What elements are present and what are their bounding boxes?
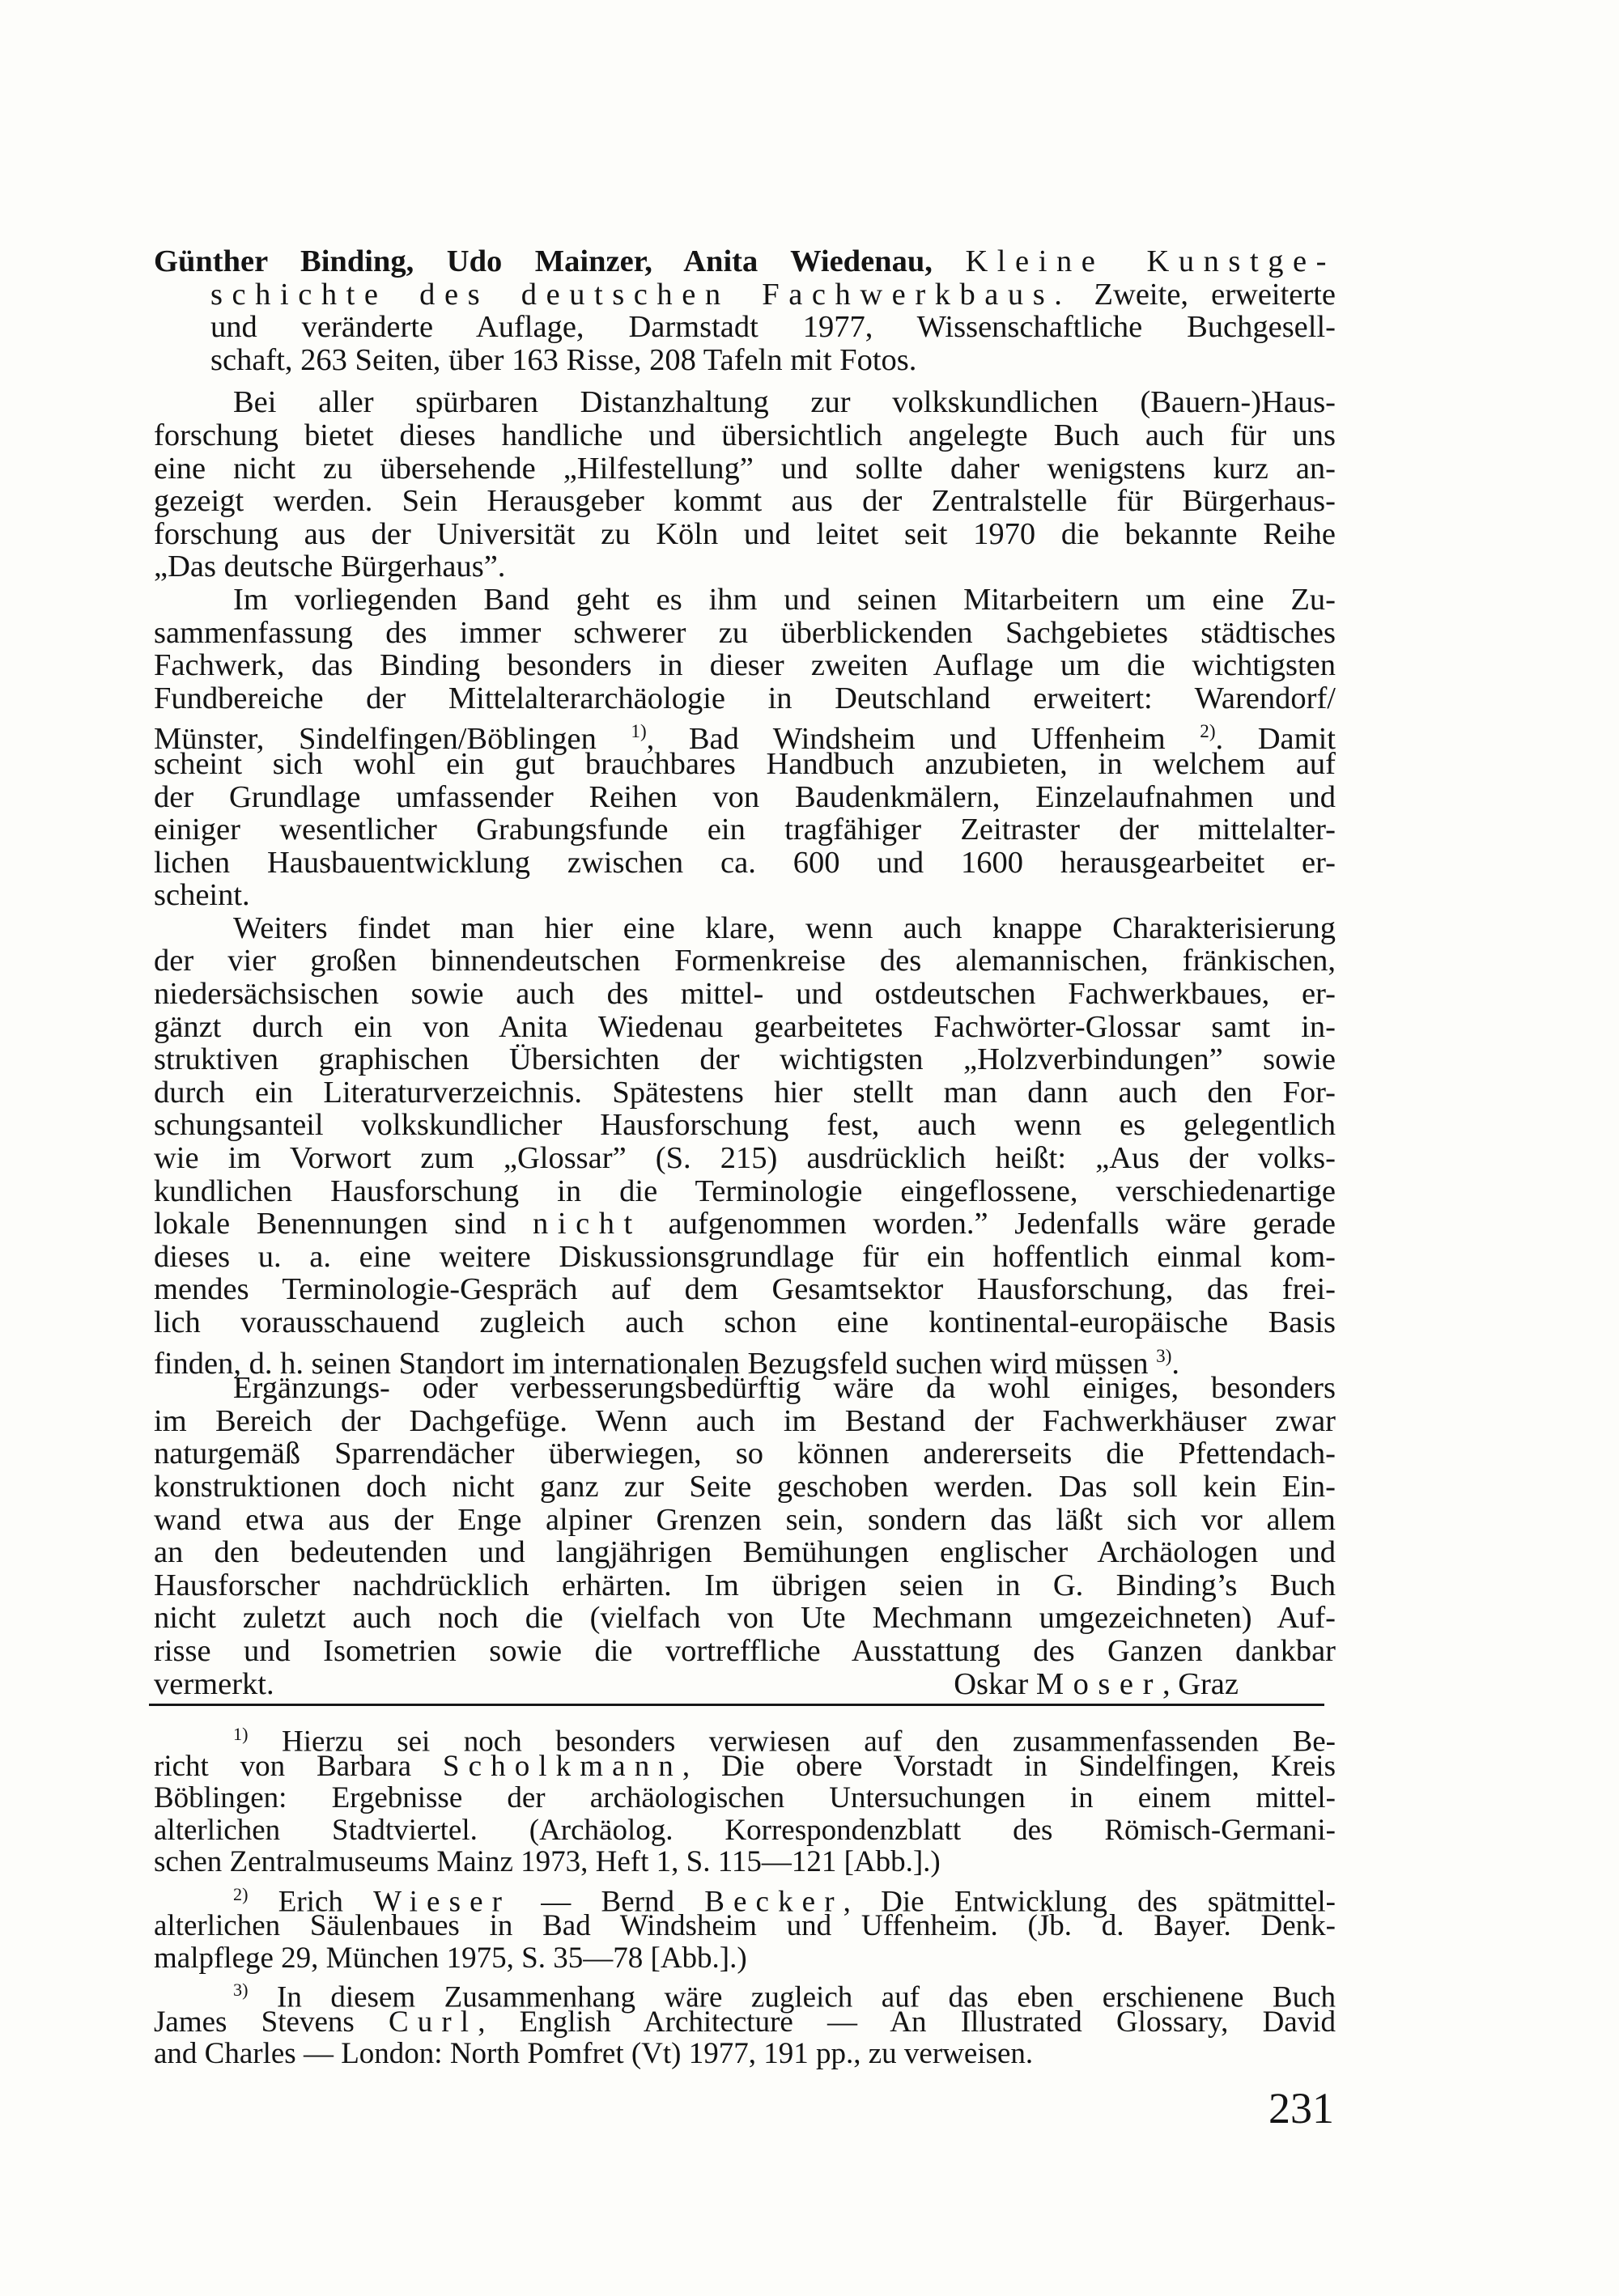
text-line: Weiters findet man hier eine klare, wenn auch knappe Charakterisierung (233, 910, 1336, 945)
review-heading (154, 245, 1336, 376)
text-line: and Charles — London: North Pomfret (Vt) 1977, 191 pp., zu verweisen. (154, 2037, 1034, 2071)
page-number: 231 (1268, 2084, 1334, 2133)
text-line: niedersächsischen sowie auch des mittel- und ostdeutschen Fachwerkbaues, er- (154, 977, 1336, 1012)
text-line: risse und Isometrien sowie die vortreffliche Ausstattung des Ganzen dankbar (154, 1633, 1336, 1668)
review-body (154, 386, 1336, 1667)
reviewer-signature (954, 1668, 1336, 1701)
text-block (154, 245, 1336, 2070)
text-line: konstruktionen doch nicht ganz zur Seite geschoben werden. Das soll kein Ein- (154, 1469, 1336, 1504)
text-line: gänzt durch ein von Anita Wiedenau gearbeitetes Fachwörter-Glossar samt in- (154, 1009, 1336, 1044)
text-line: finden, d. h. seinen Standort im internationalen Bezugsfeld suchen wird müssen $^{3)}$. (154, 1344, 1180, 1381)
text-line: lokale Benennungen sind nicht aufgenommen worden.” Jedenfalls wäre gerade (154, 1207, 1336, 1241)
footnote-separator-rule (149, 1704, 1324, 1706)
text-line: wie im Vorwort zum „Glossar” (S. 215) ausdrücklich heißt: „Aus der volks- (154, 1141, 1336, 1176)
text-line: malpflege 29, München 1975, S. 35—78 [Abb.].) (154, 1941, 747, 1975)
text-line: mendes Terminologie-Gespräch auf dem Gesamtsektor Hausforschung, das frei- (154, 1272, 1336, 1307)
text-line: Böblingen: Ergebnisse der archäologischen Untersuchungen in einem mittel- (154, 1781, 1336, 1815)
text-line: Im vorliegenden Band geht es ihm und seinen Mitarbeitern um eine Zu- (233, 582, 1336, 617)
text-line: schen Zentralmuseums Mainz 1973, Heft 1, S. 115—121 [Abb.].) (154, 1845, 941, 1879)
text-line: James Stevens Curl, English Architecture — An Illustrated Glossary, David (154, 2005, 1336, 2039)
reviewer-place: , Graz (1162, 1666, 1239, 1701)
text-line: $^{3)}$ In diesem Zusammenhang wäre zugleich auf das eben erschienene Buch (233, 1980, 1336, 2014)
text-line: nicht zuletzt auch noch die (vielfach von Ute Mechmann umgezeichneten) Auf- (154, 1601, 1336, 1636)
text-line: $^{1)}$ Hierzu sei noch besonders verwiesen auf den zusammenfassenden Be- (233, 1724, 1336, 1759)
text-line: schungsanteil volkskundlicher Hausforschung fest, auch wenn es gelegentlich (154, 1108, 1336, 1143)
footnote (154, 1878, 1336, 1975)
text-line: Hausforscher nachdrücklich erhärten. Im übrigen seien in G. Binding’s Buch (154, 1568, 1336, 1602)
text-line: und veränderte Auflage, Darmstadt 1977, Wissenschaftliche Buchgesell- (210, 310, 1336, 345)
text-line: schichte des deutschen Fachwerkbaus. Zweite, erweiterte (210, 277, 1336, 312)
text-line: schaft, 263 Seiten, über 163 Risse, 208 Tafeln mit Fotos. (210, 342, 917, 377)
text-line: „Das deutsche Bürgerhaus”. (154, 550, 506, 584)
text-line: lich vorausschauend zugleich auch schon eine kontinental-europäische Basis (154, 1305, 1336, 1339)
reviewer-surname: Moser (1035, 1666, 1162, 1701)
text-line: naturgemäß Sparrendächer überwiegen, so können andererseits die Pfettendach- (154, 1437, 1336, 1471)
text-line: der vier großen binnendeutschen Formenkreise des alemannischen, fränkischen, (154, 944, 1336, 978)
paragraph (154, 386, 1336, 584)
text-line: durch ein Literaturverzeichnis. Spätestens hier stellt man dann auch den For- (154, 1075, 1336, 1110)
text-line: forschung aus der Universität zu Köln und leitet seit 1970 die bekannte Reihe (154, 516, 1336, 551)
text-line: richt von Barbara Scholkmann, Die obere Vorstadt in Sindelfingen, Kreis (154, 1749, 1336, 1783)
text-line: im Bereich der Dachgefüge. Wenn auch im Bestand der Fachwerkhäuser zwar (154, 1403, 1336, 1438)
footnote (154, 1718, 1336, 1878)
paragraph (154, 910, 1336, 1381)
signature-line (154, 1668, 1336, 1701)
text-line: struktiven graphischen Übersichten der wichtigsten „Holzverbindungen” sowie (154, 1042, 1336, 1077)
footnote (154, 1974, 1336, 2070)
text-line: scheint. (154, 878, 250, 913)
text-line: sammenfassung des immer schwerer zu überblickenden Sachgebietes städtisches (154, 615, 1336, 650)
paragraph (154, 584, 1336, 912)
text-line: Fundbereiche der Mittelalterarchäologie in Deutschland erweitert: Warendorf/ (154, 681, 1336, 715)
text-line: wand etwa aus der Enge alpiner Grenzen sein, sondern das läßt sich vor allem (154, 1502, 1336, 1537)
text-line: der Grundlage umfassender Reihen von Baudenkmälern, Einzelaufnahmen und (154, 779, 1336, 814)
closing-word: vermerkt. (154, 1666, 274, 1701)
text-line: scheint sich wohl ein gut brauchbares Handbuch anzubieten, in welchem auf (154, 746, 1336, 781)
text-line: Fachwerk, das Binding besonders in dieser zweiten Auflage um die wichtigsten (154, 648, 1336, 683)
text-line: alterlichen Stadtviertel. (Archäolog. Korrespondenzblatt des Römisch-Germani- (154, 1813, 1336, 1847)
reviewer-forename: Oskar (954, 1666, 1036, 1701)
text-line: kundlichen Hausforschung in die Terminologie eingeflossene, verschiedenartige (154, 1173, 1336, 1208)
text-line: $^{2)}$ Erich Wieser — Bernd Becker, Die Entwicklung des spätmittel- (233, 1883, 1336, 1918)
text-line: lichen Hausbauentwicklung zwischen ca. 600 und 1600 herausgearbeitet er- (154, 845, 1336, 880)
text-line: einiger wesentlicher Grabungsfunde ein tragfähiger Zeitraster der mittelalter- (154, 813, 1336, 847)
text-line: an den bedeutenden und langjährigen Bemühungen englischer Archäologen und (154, 1535, 1336, 1570)
paragraph (154, 1372, 1336, 1667)
text-line: Bei aller spürbaren Distanzhaltung zur volkskundlichen (Bauern-)Haus- (233, 385, 1336, 420)
text-line: gezeigt werden. Sein Herausgeber kommt aus der Zentralstelle für Bürgerhaus- (154, 484, 1336, 519)
text-line: forschung bietet dieses handliche und übersichtlich angelegte Buch auch für uns (154, 418, 1336, 452)
text-line: Münster, Sindelfingen/Böblingen $^{1)}$, Bad Windsheim und Uffenheim $^{2)}$. Damit (154, 720, 1336, 757)
text-line: Günther Binding, Udo Mainzer, Anita Wiedenau, Kleine Kunstge- (154, 244, 1336, 278)
text-line: dieses u. a. eine weitere Diskussionsgrundlage für ein hoffentlich einmal kom- (154, 1239, 1336, 1274)
text-line: Ergänzungs- oder verbesserungsbedürftig wäre da wohl einiges, besonders (233, 1371, 1336, 1406)
footnotes (154, 1718, 1336, 2070)
text-line: alterlichen Säulenbaues in Bad Windsheim und Uffenheim. (Jb. d. Bayer. Denk- (154, 1909, 1336, 1943)
text-line: eine nicht zu übersehende „Hilfestellung” und sollte daher wenigstens kurz an- (154, 451, 1336, 486)
